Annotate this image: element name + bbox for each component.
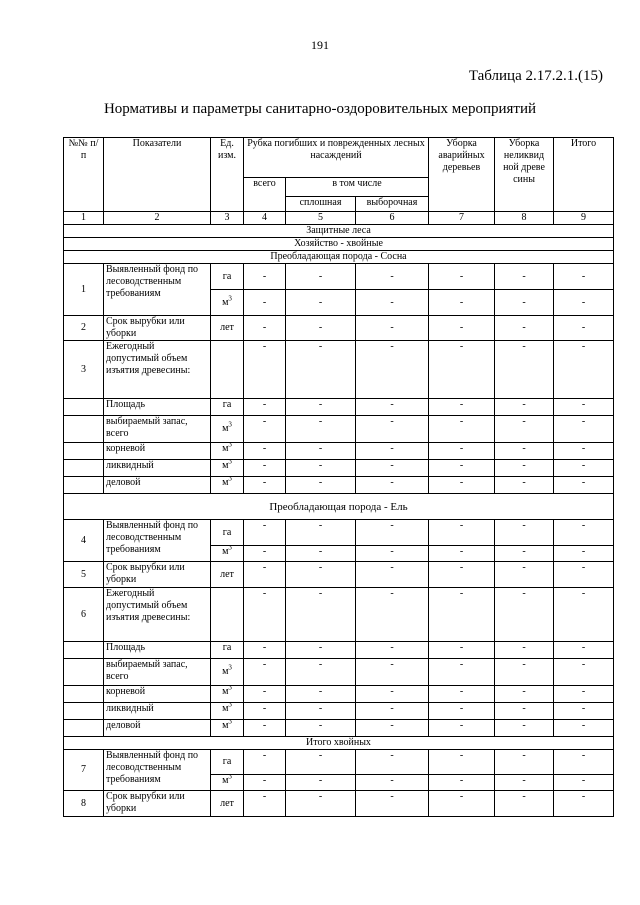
value-cell: - <box>286 520 356 546</box>
unit-cell: лет <box>211 562 244 588</box>
unit-m: м <box>222 546 229 557</box>
value-cell: - <box>286 399 356 416</box>
table-row <box>64 791 614 817</box>
unit-cell <box>211 686 244 703</box>
value-cell: - <box>554 588 614 642</box>
unit-exponent: 3 <box>228 685 232 692</box>
row-label: деловой <box>104 477 211 494</box>
row-label: корневой <box>104 686 211 703</box>
value-cell: - <box>495 703 554 720</box>
unit-exponent: 3 <box>228 702 232 709</box>
value-cell: - <box>554 686 614 703</box>
table-row <box>64 703 614 720</box>
value-cell: - <box>356 720 429 737</box>
value-cell: - <box>495 290 554 316</box>
table-row <box>64 562 614 588</box>
value-cell: - <box>286 562 356 588</box>
unit-cell <box>211 775 244 791</box>
value-cell: - <box>356 546 429 562</box>
value-cell: - <box>554 703 614 720</box>
value-cell: - <box>429 264 495 290</box>
value-cell: - <box>554 416 614 443</box>
row-label: Срок вырубки или уборки <box>104 562 211 588</box>
row-label: выбираемый запас, всего <box>104 416 211 443</box>
row-number: 1 <box>64 264 104 316</box>
value-cell: - <box>554 290 614 316</box>
value-cell: - <box>286 290 356 316</box>
value-cell: - <box>356 659 429 686</box>
row-label: Выявленный фонд по лесоводственным требованиям <box>104 264 211 316</box>
value-cell: - <box>356 562 429 588</box>
value-cell: - <box>244 399 286 416</box>
unit-m: м <box>222 423 229 434</box>
table-row <box>64 686 614 703</box>
col-number: 2 <box>104 212 211 225</box>
value-cell: - <box>356 791 429 817</box>
header-including: в том числе <box>286 178 429 197</box>
table-row <box>64 460 614 477</box>
value-cell: - <box>356 642 429 659</box>
value-cell: - <box>495 341 554 399</box>
value-cell: - <box>429 460 495 477</box>
value-cell: - <box>286 703 356 720</box>
value-cell: - <box>286 720 356 737</box>
value-cell: - <box>554 642 614 659</box>
unit-cell <box>211 443 244 460</box>
value-cell: - <box>356 416 429 443</box>
unit-exponent: 3 <box>228 663 232 672</box>
row-label: ликвидный <box>104 703 211 720</box>
value-cell: - <box>429 750 495 775</box>
col-number: 8 <box>495 212 554 225</box>
unit-cell <box>211 703 244 720</box>
unit-exponent: 3 <box>228 459 232 466</box>
header-sum: Итого <box>554 138 614 212</box>
value-cell: - <box>554 546 614 562</box>
section-row: Преобладающая порода - Сосна <box>64 251 614 264</box>
value-cell: - <box>429 562 495 588</box>
value-cell: - <box>356 316 429 341</box>
value-cell: - <box>554 443 614 460</box>
value-cell: - <box>356 341 429 399</box>
table-row <box>64 642 614 659</box>
unit-cell <box>211 477 244 494</box>
unit-exponent: 3 <box>228 774 232 781</box>
value-cell: - <box>286 659 356 686</box>
table-row <box>64 520 614 546</box>
value-cell: - <box>244 703 286 720</box>
unit-m: м <box>222 686 229 697</box>
value-cell: - <box>554 659 614 686</box>
unit-m: м <box>222 666 229 677</box>
unit-cell: га <box>211 750 244 775</box>
value-cell: - <box>356 264 429 290</box>
unit-cell <box>211 659 244 686</box>
value-cell: - <box>244 264 286 290</box>
value-cell: - <box>495 546 554 562</box>
value-cell: - <box>286 264 356 290</box>
unit-m: м <box>222 477 229 488</box>
header-selective: выборочная <box>356 197 429 212</box>
unit-cell: га <box>211 520 244 546</box>
unit-m: м <box>222 703 229 714</box>
col-number: 3 <box>211 212 244 225</box>
norms-table <box>63 137 614 817</box>
value-cell: - <box>429 659 495 686</box>
col-number: 7 <box>429 212 495 225</box>
value-cell: - <box>429 416 495 443</box>
header-nonliquid: Уборка неликвид ной древе сины <box>495 138 554 212</box>
value-cell: - <box>286 642 356 659</box>
table-row <box>64 316 614 341</box>
value-cell: - <box>244 659 286 686</box>
value-cell: - <box>356 477 429 494</box>
value-cell: - <box>554 264 614 290</box>
unit-cell: га <box>211 642 244 659</box>
value-cell: - <box>554 316 614 341</box>
unit-m: м <box>222 296 229 308</box>
value-cell: - <box>495 642 554 659</box>
value-cell: - <box>554 750 614 775</box>
value-cell: - <box>495 416 554 443</box>
unit-exponent: 3 <box>228 545 232 552</box>
row-label: корневой <box>104 443 211 460</box>
section-row: Защитные леса <box>64 225 614 238</box>
table-row <box>64 399 614 416</box>
table-row <box>64 720 614 737</box>
value-cell: - <box>356 750 429 775</box>
unit-cell <box>211 416 244 443</box>
row-label: Площадь <box>104 642 211 659</box>
header-emergency: Уборка аварийных деревьев <box>429 138 495 212</box>
value-cell: - <box>429 341 495 399</box>
unit-exponent: 3 <box>228 476 232 483</box>
header-felling: Рубка погибших и поврежденных лесных насаждений <box>244 138 429 178</box>
value-cell: - <box>244 750 286 775</box>
unit-m: м <box>222 460 229 471</box>
header-indicator: Показатели <box>104 138 211 212</box>
value-cell: - <box>356 686 429 703</box>
header-total: всего <box>244 178 286 212</box>
value-cell: - <box>495 520 554 546</box>
row-label: Срок вырубки или уборки <box>104 316 211 341</box>
row-number: 2 <box>64 316 104 341</box>
value-cell: - <box>244 588 286 642</box>
row-number: 7 <box>64 750 104 791</box>
row-label: Ежегодный допустимый объем изъятия древесины: <box>104 341 211 399</box>
value-cell: - <box>286 686 356 703</box>
value-cell: - <box>356 290 429 316</box>
col-number: 4 <box>244 212 286 225</box>
value-cell: - <box>244 562 286 588</box>
section-row: Преобладающая порода - Ель <box>64 494 614 520</box>
value-cell: - <box>286 546 356 562</box>
value-cell: - <box>554 775 614 791</box>
value-cell: - <box>495 399 554 416</box>
value-cell: - <box>495 477 554 494</box>
value-cell: - <box>244 775 286 791</box>
value-cell: - <box>554 477 614 494</box>
value-cell: - <box>554 399 614 416</box>
col-number: 6 <box>356 212 429 225</box>
row-number: 8 <box>64 791 104 817</box>
value-cell: - <box>244 477 286 494</box>
value-cell: - <box>244 316 286 341</box>
value-cell: - <box>286 341 356 399</box>
value-cell: - <box>244 791 286 817</box>
unit-cell: га <box>211 264 244 290</box>
unit-exponent: 3 <box>228 294 232 303</box>
value-cell: - <box>495 443 554 460</box>
value-cell: - <box>429 399 495 416</box>
value-cell: - <box>429 520 495 546</box>
value-cell: - <box>286 316 356 341</box>
value-cell: - <box>429 686 495 703</box>
value-cell: - <box>244 520 286 546</box>
table-row <box>64 264 614 290</box>
header-clear: сплошная <box>286 197 356 212</box>
value-cell: - <box>286 477 356 494</box>
value-cell: - <box>286 443 356 460</box>
row-number: 3 <box>64 341 104 399</box>
unit-exponent: 3 <box>228 442 232 449</box>
value-cell: - <box>495 588 554 642</box>
value-cell: - <box>429 642 495 659</box>
unit-cell <box>211 720 244 737</box>
value-cell: - <box>244 546 286 562</box>
table-row <box>64 443 614 460</box>
value-cell: - <box>244 416 286 443</box>
col-number: 1 <box>64 212 104 225</box>
value-cell: - <box>356 588 429 642</box>
row-label: Ежегодный допустимый объем изъятия древесины: <box>104 588 211 642</box>
row-label: Срок вырубки или уборки <box>104 791 211 817</box>
row-number: 4 <box>64 520 104 562</box>
row-label: Выявленный фонд по лесоводственным требованиям <box>104 750 211 791</box>
table-row <box>64 477 614 494</box>
value-cell: - <box>244 642 286 659</box>
value-cell: - <box>244 443 286 460</box>
row-label: ликвидный <box>104 460 211 477</box>
value-cell: - <box>429 546 495 562</box>
row-label: выбираемый запас, всего <box>104 659 211 686</box>
value-cell: - <box>356 520 429 546</box>
value-cell: - <box>429 775 495 791</box>
value-cell: - <box>495 720 554 737</box>
value-cell: - <box>495 750 554 775</box>
value-cell: - <box>495 686 554 703</box>
value-cell: - <box>495 460 554 477</box>
unit-cell <box>211 460 244 477</box>
value-cell: - <box>244 686 286 703</box>
unit-exponent: 3 <box>228 719 232 726</box>
value-cell: - <box>244 290 286 316</box>
unit-cell <box>211 290 244 316</box>
unit-cell: лет <box>211 791 244 817</box>
unit-m: м <box>222 443 229 454</box>
row-label: Площадь <box>104 399 211 416</box>
value-cell: - <box>356 703 429 720</box>
value-cell: - <box>495 264 554 290</box>
value-cell: - <box>286 791 356 817</box>
value-cell: - <box>429 588 495 642</box>
value-cell: - <box>554 720 614 737</box>
value-cell: - <box>495 562 554 588</box>
unit-cell <box>211 546 244 562</box>
table-row <box>64 659 614 686</box>
unit-m: м <box>222 775 229 786</box>
value-cell: - <box>495 316 554 341</box>
section-row: Хозяйство - хвойные <box>64 238 614 251</box>
value-cell: - <box>244 341 286 399</box>
value-cell: - <box>356 775 429 791</box>
value-cell: - <box>554 460 614 477</box>
value-cell: - <box>356 460 429 477</box>
page-number: 191 <box>311 38 329 52</box>
value-cell: - <box>286 775 356 791</box>
value-cell: - <box>495 791 554 817</box>
table-row <box>64 341 614 399</box>
header-num: №№ п/п <box>64 138 104 212</box>
table-id: Таблица 2.17.2.1.(15) <box>468 68 603 84</box>
header-unit: Ед. изм. <box>211 138 244 212</box>
row-number: 6 <box>64 588 104 642</box>
value-cell: - <box>356 443 429 460</box>
value-cell: - <box>554 562 614 588</box>
value-cell: - <box>554 791 614 817</box>
value-cell: - <box>356 399 429 416</box>
unit-cell: лет <box>211 316 244 341</box>
col-number: 9 <box>554 212 614 225</box>
row-label: Выявленный фонд по лесоводственным требованиям <box>104 520 211 562</box>
value-cell: - <box>429 290 495 316</box>
table-row <box>64 750 614 775</box>
value-cell: - <box>286 750 356 775</box>
value-cell: - <box>429 703 495 720</box>
value-cell: - <box>286 460 356 477</box>
col-number: 5 <box>286 212 356 225</box>
value-cell: - <box>286 588 356 642</box>
table-row <box>64 416 614 443</box>
unit-cell: га <box>211 399 244 416</box>
value-cell: - <box>554 341 614 399</box>
value-cell: - <box>244 720 286 737</box>
value-cell: - <box>429 443 495 460</box>
table-row <box>64 588 614 642</box>
value-cell: - <box>429 720 495 737</box>
value-cell: - <box>429 477 495 494</box>
value-cell: - <box>244 460 286 477</box>
unit-exponent: 3 <box>228 420 232 429</box>
value-cell: - <box>429 791 495 817</box>
unit-m: м <box>222 720 229 731</box>
row-number: 5 <box>64 562 104 588</box>
value-cell: - <box>554 520 614 546</box>
value-cell: - <box>429 316 495 341</box>
value-cell: - <box>495 775 554 791</box>
value-cell: - <box>495 659 554 686</box>
table-title: Нормативы и параметры санитарно-оздоровительных мероприятий <box>103 101 537 117</box>
value-cell: - <box>286 416 356 443</box>
row-label: деловой <box>104 720 211 737</box>
section-row: Итого хвойных <box>64 737 614 750</box>
